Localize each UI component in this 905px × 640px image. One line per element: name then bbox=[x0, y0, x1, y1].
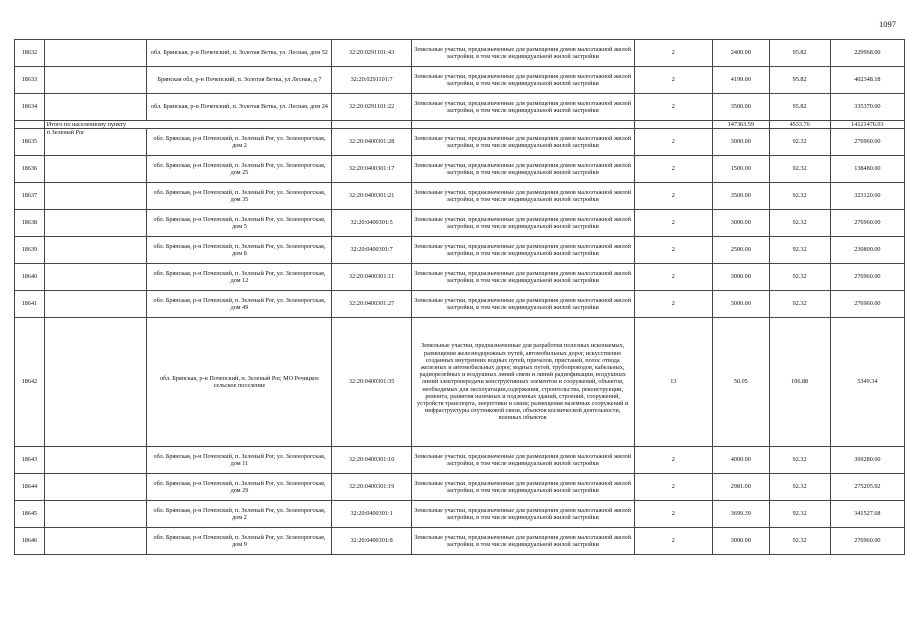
group-cell: 2 bbox=[634, 94, 713, 121]
value-cell: 229968.00 bbox=[830, 40, 904, 67]
table-row bbox=[15, 94, 905, 121]
settlement-name: п Зеленый Рог bbox=[44, 129, 147, 156]
price-cell: 92.32 bbox=[769, 501, 830, 528]
area-cell: 2981.00 bbox=[713, 474, 769, 501]
value-cell: 276960.00 bbox=[830, 129, 904, 156]
value-cell: 230800.00 bbox=[830, 237, 904, 264]
table-row bbox=[15, 264, 905, 291]
area-cell: 1500.00 bbox=[713, 156, 769, 183]
value-cell: 369280.00 bbox=[830, 447, 904, 474]
group-cell: 2 bbox=[634, 237, 713, 264]
table-row bbox=[15, 291, 905, 318]
group-cell: 13 bbox=[634, 318, 713, 447]
table-row bbox=[15, 501, 905, 528]
value-cell: 335370.00 bbox=[830, 94, 904, 121]
row-id: 18641 bbox=[15, 291, 45, 318]
group-cell: 2 bbox=[634, 183, 713, 210]
purpose-cell: Земельные участки, предназначенные для размещения домов малоэтажной жилой застройки, в том числе индивидуальной жилой застройки bbox=[411, 129, 634, 156]
row-id: 18638 bbox=[15, 210, 45, 237]
address-cell: обл. Брянская, р-н Почепский, п. Зеленый Рог, ул. Зеленорогская, дом 29 bbox=[147, 474, 332, 501]
area-cell: 50.05 bbox=[713, 318, 769, 447]
row-id: 18646 bbox=[15, 528, 45, 555]
settlement-cell bbox=[44, 183, 147, 210]
cadastral-number: 32:20:0291101:22 bbox=[332, 94, 411, 121]
settlement-cell bbox=[44, 40, 147, 67]
price-cell: 92.32 bbox=[769, 237, 830, 264]
row-id: 18637 bbox=[15, 183, 45, 210]
settlement-cell bbox=[44, 94, 147, 121]
table-row bbox=[15, 210, 905, 237]
address-cell: обл. Брянская, р-н Почепский, п. Зеленый Рог, ул. Зеленорогская, дом 11 bbox=[147, 447, 332, 474]
area-cell: 2500.00 bbox=[713, 237, 769, 264]
settlement-cell bbox=[44, 291, 147, 318]
price-cell: 92.32 bbox=[769, 528, 830, 555]
row-id: 18633 bbox=[15, 67, 45, 94]
cadastral-number: 32:20:0400301:1 bbox=[332, 501, 411, 528]
price-cell: 106.88 bbox=[769, 318, 830, 447]
cadastral-number: 32:20:0400301:21 bbox=[332, 183, 411, 210]
address-cell: обл. Брянская, р-н Почепский, п. Зеленый Рог, ул. Зеленорогская, дом 49 bbox=[147, 291, 332, 318]
settlement-cell bbox=[44, 237, 147, 264]
address-cell: обл. Брянская, р-н Почепский, п. Зеленый Рог, ул. Зеленорогская, дом 8 bbox=[147, 237, 332, 264]
settlement-cell bbox=[44, 474, 147, 501]
table-row bbox=[15, 318, 905, 447]
table-row bbox=[15, 183, 905, 210]
purpose-cell: Земельные участки, предназначенные для размещения домов малоэтажной жилой застройки, в том числе индивидуальной жилой застройки bbox=[411, 291, 634, 318]
cadastral-number: 32:20:0400301:35 bbox=[332, 318, 411, 447]
purpose-cell: Земельные участки, предназначенные для размещения домов малоэтажной жилой застройки, в том числе индивидуальной жилой застройки bbox=[411, 183, 634, 210]
cadastral-number: 32:20:0400301:17 bbox=[332, 156, 411, 183]
table-row bbox=[15, 40, 905, 67]
row-id: 18644 bbox=[15, 474, 45, 501]
value-cell: 275205.92 bbox=[830, 474, 904, 501]
price-cell: 92.32 bbox=[769, 447, 830, 474]
table-row bbox=[15, 129, 905, 156]
cadastral-number: 32:20:0291101:43 bbox=[332, 40, 411, 67]
cadastral-number: 32:20:0291101:7 bbox=[332, 67, 411, 94]
price-cell: 92.32 bbox=[769, 129, 830, 156]
address-cell: обл. Брянская, р-н Почепский, п. Зеленый Рог, ул. Зеленорогская, дом 5 bbox=[147, 210, 332, 237]
group-cell: 2 bbox=[634, 474, 713, 501]
settlement-cell bbox=[44, 528, 147, 555]
group-cell: 2 bbox=[634, 40, 713, 67]
group-cell: 2 bbox=[634, 264, 713, 291]
value-cell: 5349.34 bbox=[830, 318, 904, 447]
group-cell: 2 bbox=[634, 528, 713, 555]
subtotal-row bbox=[15, 121, 905, 129]
group-cell: 2 bbox=[634, 129, 713, 156]
price-cell: 92.32 bbox=[769, 264, 830, 291]
address-cell: обл. Брянская, р-н Почепский, п. Зеленый Рог, ул. Зеленорогская, дом 12 bbox=[147, 264, 332, 291]
row-id: 18636 bbox=[15, 156, 45, 183]
value-cell: 341527.68 bbox=[830, 501, 904, 528]
area-cell: 2400.00 bbox=[713, 40, 769, 67]
row-id: 18634 bbox=[15, 94, 45, 121]
row-id: 18635 bbox=[15, 129, 45, 156]
price-cell: 95.82 bbox=[769, 67, 830, 94]
row-id: 18645 bbox=[15, 501, 45, 528]
row-id: 18640 bbox=[15, 264, 45, 291]
value-cell: 276960.00 bbox=[830, 291, 904, 318]
address-cell: обл. Брянская, р-н Почепский, п. Золотая Ветка, ул. Лесная, дом 24 bbox=[147, 94, 332, 121]
purpose-cell: Земельные участки, предназначенные для размещения домов малоэтажной жилой застройки, в том числе индивидуальной жилой застройки bbox=[411, 474, 634, 501]
settlement-cell bbox=[44, 447, 147, 474]
subtotal-label: Итого по населенному пункту bbox=[44, 121, 332, 129]
page-number: 1097 bbox=[879, 19, 896, 29]
area-cell: 3000.00 bbox=[713, 528, 769, 555]
purpose-cell: Земельные участки, предназначенные для размещения домов малоэтажной жилой застройки, в том числе индивидуальной жилой застройки bbox=[411, 94, 634, 121]
subtotal-price: 4533.76 bbox=[769, 121, 830, 129]
table-row bbox=[15, 447, 905, 474]
address-cell: обл. Брянская, р-н Почепский, п. Зеленый Рог, ул. Зеленорогская, дом 25 bbox=[147, 156, 332, 183]
subtotal-area: 147363.59 bbox=[713, 121, 769, 129]
cadastral-number: 32:20:0400301:5 bbox=[332, 210, 411, 237]
value-cell: 276960.00 bbox=[830, 210, 904, 237]
group-cell: 2 bbox=[634, 291, 713, 318]
area-cell: 3699.39 bbox=[713, 501, 769, 528]
cadastral-number: 32:20:0400301:10 bbox=[332, 447, 411, 474]
price-cell: 92.32 bbox=[769, 210, 830, 237]
purpose-cell: Земельные участки, предназначенные для размещения домов малоэтажной жилой застройки, в том числе индивидуальной жилой застройки bbox=[411, 40, 634, 67]
group-cell: 2 bbox=[634, 501, 713, 528]
table-row bbox=[15, 156, 905, 183]
subtotal-value: 14121476.03 bbox=[830, 121, 904, 129]
purpose-cell: Земельные участки, предназначенные для размещения домов малоэтажной жилой застройки, в том числе индивидуальной жилой застройки bbox=[411, 237, 634, 264]
value-cell: 276960.00 bbox=[830, 264, 904, 291]
settlement-cell bbox=[44, 264, 147, 291]
purpose-cell: Земельные участки, предназначенные для разработки полезных ископаемых, размещения железнодорожных путей, автомобильных дорог, искусственно созданных внутренних водных путей, причалов, пристаней, полос отвода железных и автомобильных дорог, водных путей, трубопроводов, кабельных, радиорелейных и воздушных линий связи и линий радиофикации, воздушных линий электропередачи конструктивных элементов и сооружений, объектов, необходимых для эксплуатации,содержания, строительства, реконструкции, ремонта, развития наземных и подземных зданий, строений, сооружений, устройств транспорта, энергетики и связи; размещения наземных сооружений и инфраструктуры спутниковой связи, объектов космической деятельности, военных объектов bbox=[411, 318, 634, 447]
table-row bbox=[15, 67, 905, 94]
area-cell: 3000.00 bbox=[713, 264, 769, 291]
purpose-cell: Земельные участки, предназначенные для размещения домов малоэтажной жилой застройки, в том числе индивидуальной жилой застройки bbox=[411, 447, 634, 474]
row-id: 18643 bbox=[15, 447, 45, 474]
table-row bbox=[15, 237, 905, 264]
value-cell: 402348.18 bbox=[830, 67, 904, 94]
purpose-cell: Земельные участки, предназначенные для размещения домов малоэтажной жилой застройки, в том числе индивидуальной жилой застройки bbox=[411, 210, 634, 237]
area-cell: 3000.00 bbox=[713, 210, 769, 237]
settlement-cell bbox=[44, 501, 147, 528]
cadastral-number: 32:20:0400301:7 bbox=[332, 237, 411, 264]
price-cell: 92.32 bbox=[769, 474, 830, 501]
group-cell: 2 bbox=[634, 210, 713, 237]
row-id: 18639 bbox=[15, 237, 45, 264]
area-cell: 3500.00 bbox=[713, 183, 769, 210]
group-cell: 2 bbox=[634, 156, 713, 183]
address-cell: обл. Брянская, р-н Почепский, п. Золотая Ветка, ул. Лесная, дом 52 bbox=[147, 40, 332, 67]
cadastral-value-table bbox=[14, 39, 905, 555]
cadastral-number: 32:20:0400301:27 bbox=[332, 291, 411, 318]
cadastral-number: 32:20:0400301:28 bbox=[332, 129, 411, 156]
price-cell: 92.32 bbox=[769, 291, 830, 318]
row-id: 18642 bbox=[15, 318, 45, 447]
area-cell: 3000.00 bbox=[713, 129, 769, 156]
row-id: 18632 bbox=[15, 40, 45, 67]
value-cell: 138480.00 bbox=[830, 156, 904, 183]
table-row bbox=[15, 528, 905, 555]
purpose-cell: Земельные участки, предназначенные для размещения домов малоэтажной жилой застройки, в том числе индивидуальной жилой застройки bbox=[411, 501, 634, 528]
price-cell: 95.82 bbox=[769, 40, 830, 67]
address-cell: обл. Брянская, р-н Почепский, п. Зеленый Рог, ул. Зеленорогская, дом 2 bbox=[147, 129, 332, 156]
purpose-cell: Земельные участки, предназначенные для размещения домов малоэтажной жилой застройки, в том числе индивидуальной жилой застройки bbox=[411, 264, 634, 291]
cadastral-number: 32:20:0400301:19 bbox=[332, 474, 411, 501]
area-cell: 3000.00 bbox=[713, 291, 769, 318]
table-row bbox=[15, 474, 905, 501]
purpose-cell: Земельные участки, предназначенные для размещения домов малоэтажной жилой застройки, в том числе индивидуальной жилой застройки bbox=[411, 67, 634, 94]
price-cell: 92.32 bbox=[769, 156, 830, 183]
address-cell: Брянская обл, р-н Почепский, п. Золотая Ветка, ул Лесная, д 7 bbox=[147, 67, 332, 94]
area-cell: 4000.00 bbox=[713, 447, 769, 474]
cadastral-number: 32:20:0400301:11 bbox=[332, 264, 411, 291]
purpose-cell: Земельные участки, предназначенные для размещения домов малоэтажной жилой застройки, в том числе индивидуальной жилой застройки bbox=[411, 528, 634, 555]
settlement-cell bbox=[44, 210, 147, 237]
value-cell: 323120.00 bbox=[830, 183, 904, 210]
group-cell: 2 bbox=[634, 447, 713, 474]
cadastral-number: 32:20:0400301:8 bbox=[332, 528, 411, 555]
settlement-cell bbox=[44, 318, 147, 447]
price-cell: 92.32 bbox=[769, 183, 830, 210]
price-cell: 95.82 bbox=[769, 94, 830, 121]
group-cell: 2 bbox=[634, 67, 713, 94]
value-cell: 276960.00 bbox=[830, 528, 904, 555]
area-cell: 3500.00 bbox=[713, 94, 769, 121]
settlement-cell bbox=[44, 67, 147, 94]
address-cell: обл. Брянская, р-н Почепский, п. Зеленый Рог, ул. Зеленорогская, дом 2 bbox=[147, 501, 332, 528]
address-cell: обл. Брянская, р-н Почепский, п. Зеленый Рог, ул. Зеленорогская, дом 9 bbox=[147, 528, 332, 555]
purpose-cell: Земельные участки, предназначенные для размещения домов малоэтажной жилой застройки, в том числе индивидуальной жилой застройки bbox=[411, 156, 634, 183]
settlement-cell bbox=[44, 156, 147, 183]
area-cell: 4199.00 bbox=[713, 67, 769, 94]
address-cell: обл. Брянская, р-н Почепский, п. Зеленый Рог, МО Речицкое сельское поселение bbox=[147, 318, 332, 447]
address-cell: обл. Брянская, р-н Почепский, п. Зеленый Рог, ул. Зеленорогская, дом 35 bbox=[147, 183, 332, 210]
